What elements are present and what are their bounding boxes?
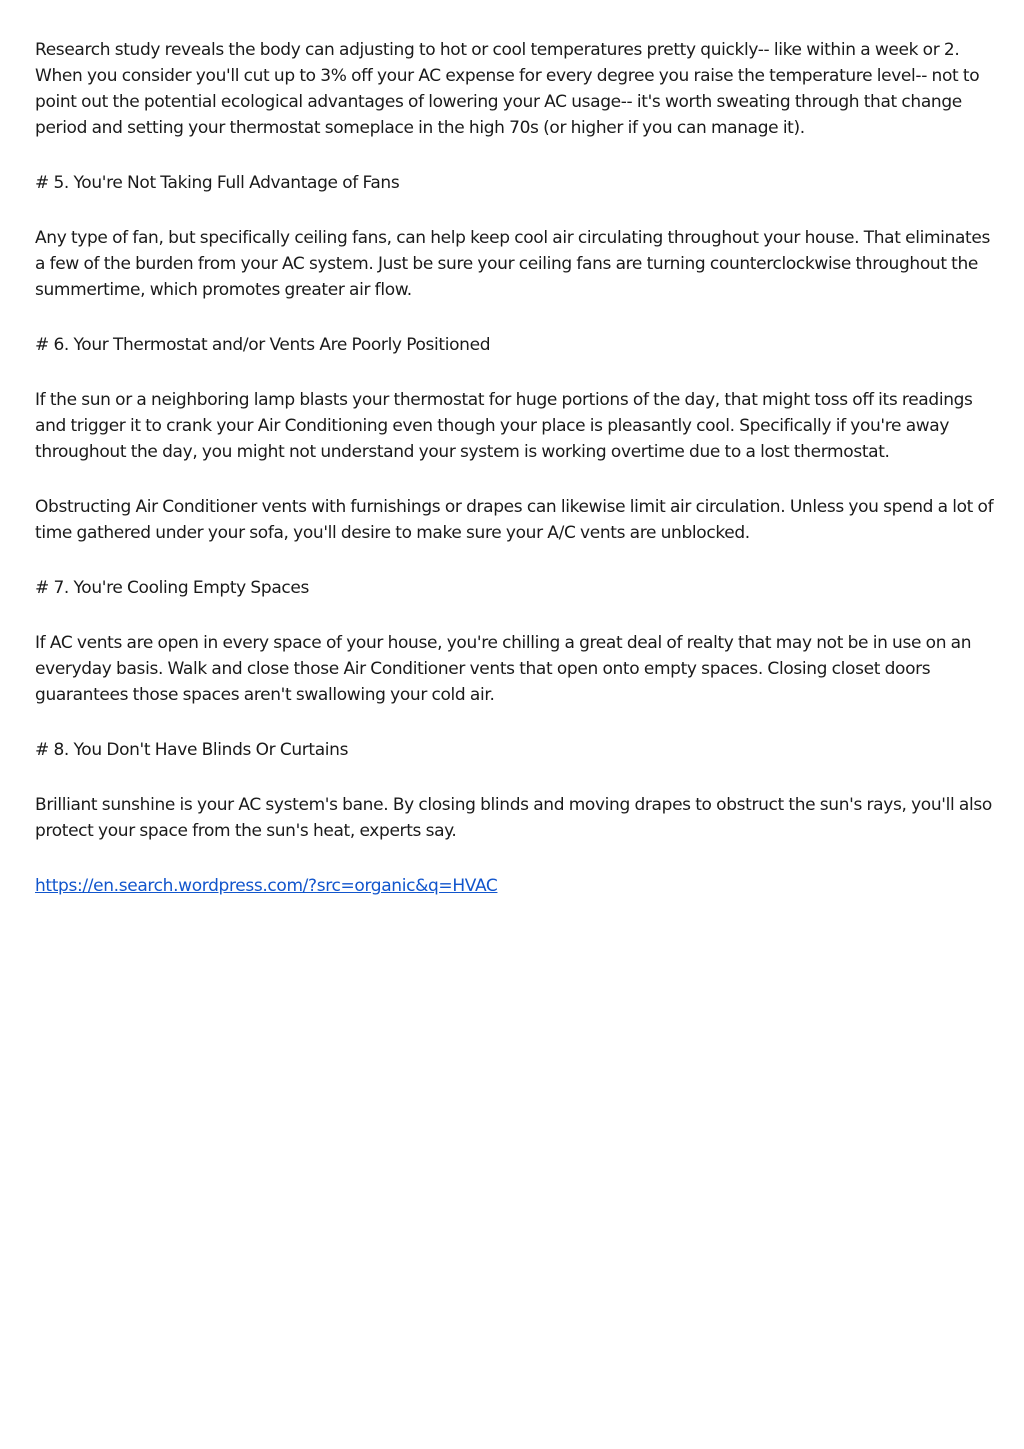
heading-blinds-curtains: # 8. You Don't Have Blinds Or Curtains	[35, 740, 349, 760]
paragraph-thermostat-position: If the sun or a neighboring lamp blasts your thermostat for huge portions of the day, that might toss off its readings and trigger it to crank your Air Conditioning even though your place is pleasantly cool. Specifically if you're away throughout the day, you might not understand your system is working overtime due to a lost thermostat.	[35, 390, 973, 462]
heading-fans: # 5. You're Not Taking Full Advantage of Fans	[35, 173, 400, 193]
link-paragraph	[35, 873, 995, 899]
search-link[interactable]: https://en.search.wordpress.com/?src=organic&q=HVAC	[35, 876, 498, 896]
paragraph-temperature-adjustment: Research study reveals the body can adjusting to hot or cool temperatures pretty quickly-- like within a week or 2. When you consider you'll cut up to 3% off your AC expense for every degree you raise the temperature level-- not to point out the potential ecological advantages of lowering your AC usage-- it's worth sweating through that change period and setting your thermostat someplace in the high 70s (or higher if you can manage it).	[35, 40, 980, 138]
document-body	[35, 37, 995, 928]
heading-thermostat-position: # 6. Your Thermostat and/or Vents Are Poorly Positioned	[35, 335, 491, 355]
paragraph-fans: Any type of fan, but specifically ceiling fans, can help keep cool air circulating throughout your house. That eliminates a few of the burden from your AC system. Just be sure your ceiling fans are turning counterclockwise throughout the summertime, which promotes greater air flow.	[35, 228, 990, 300]
paragraph-blocked-vents: Obstructing Air Conditioner vents with furnishings or drapes can likewise limit air circulation. Unless you spend a lot of time gathered under your sofa, you'll desire to make sure your A/C vents are unblocked.	[35, 497, 994, 543]
heading-empty-spaces: # 7. You're Cooling Empty Spaces	[35, 578, 309, 598]
paragraph-blinds-curtains: Brilliant sunshine is your AC system's bane. By closing blinds and moving drapes to obstruct the sun's rays, you'll also protect your space from the sun's heat, experts say.	[35, 795, 992, 841]
paragraph-empty-spaces: If AC vents are open in every space of your house, you're chilling a great deal of realty that may not be in use on an everyday basis. Walk and close those Air Conditioner vents that open onto empty spaces. Closing closet doors guarantees those spaces aren't swallowing your cold air.	[35, 633, 972, 705]
